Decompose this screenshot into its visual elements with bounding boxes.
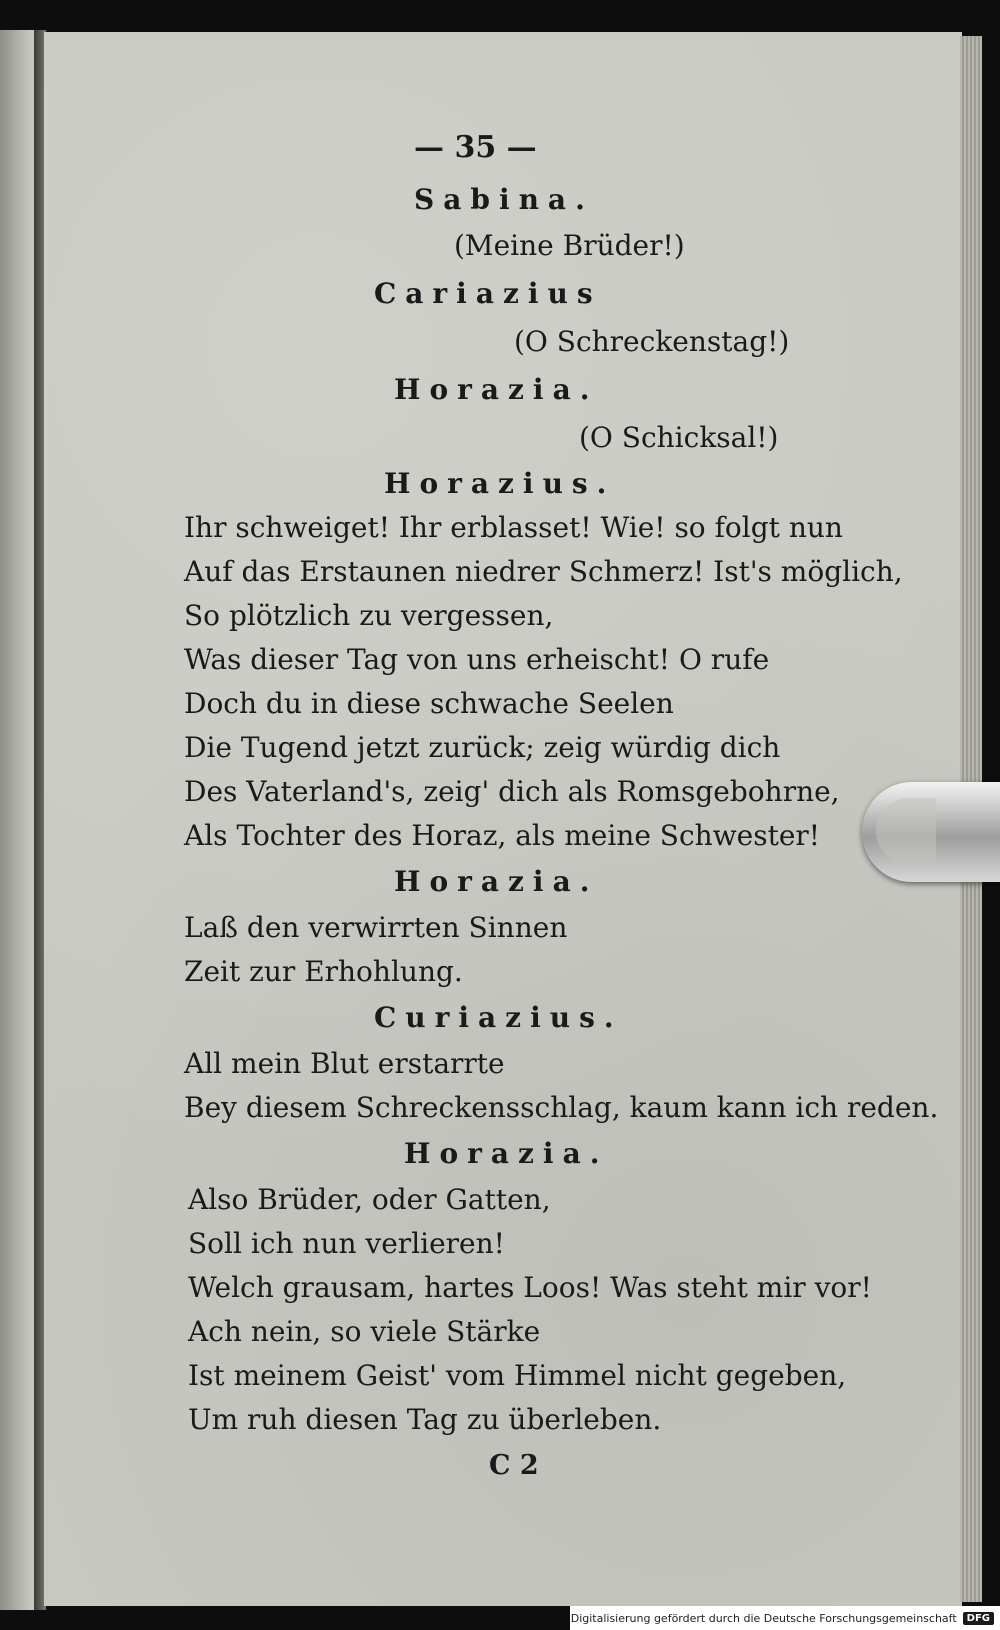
- speaker-horazius: Horazius.: [384, 467, 616, 500]
- book-clip: [862, 782, 1000, 882]
- verse-line: Laß den verwirrten Sinnen: [184, 911, 568, 944]
- dfg-logo: DFG: [963, 1612, 994, 1625]
- verse-line: Also Brüder, oder Gatten,: [188, 1183, 551, 1216]
- verse-line: Zeit zur Erhohlung.: [184, 955, 463, 988]
- speaker-sabina: Sabina.: [414, 183, 594, 216]
- signature-mark: C 2: [489, 1450, 539, 1481]
- speaker-horazia: Horazia.: [394, 373, 599, 406]
- speaker-horazia: Horazia.: [404, 1137, 609, 1170]
- speaker-cariazius: Cariazius: [374, 277, 602, 310]
- verse-line: Des Vaterland's, zeig' dich als Romsgebohrne,: [184, 775, 840, 808]
- verse-line: Ist meinem Geist' vom Himmel nicht gegeben,: [188, 1359, 847, 1392]
- verse-line: All mein Blut erstarrte: [184, 1047, 505, 1080]
- verse-line: Welch grausam, hartes Loos! Was steht mir vor!: [188, 1271, 872, 1304]
- verse-line: Soll ich nun verlieren!: [188, 1227, 505, 1260]
- verse-line: Ach nein, so viele Stärke: [188, 1315, 541, 1348]
- verse-line: Als Tochter des Horaz, als meine Schwester!: [184, 819, 821, 852]
- verse-line: Die Tugend jetzt zurück; zeig würdig dich: [184, 731, 781, 764]
- book-page: [44, 32, 962, 1606]
- speaker-curiazius: Curiazius.: [374, 1001, 623, 1034]
- verse-line: (Meine Brüder!): [454, 229, 685, 262]
- verse-line: Bey diesem Schreckensschlag, kaum kann ich reden.: [184, 1091, 939, 1124]
- verse-line: Doch du in diese schwache Seelen: [184, 687, 674, 720]
- left-page-edge: [0, 30, 38, 1610]
- verse-line: (O Schreckenstag!): [514, 325, 790, 358]
- page-number: — 35 —: [414, 130, 537, 165]
- verse-line: Auf das Erstaunen niedrer Schmerz! Ist's möglich,: [184, 555, 903, 588]
- verse-line: (O Schicksal!): [579, 421, 779, 454]
- speaker-horazia: Horazia.: [394, 865, 599, 898]
- footer-text: Digitalisierung gefördert durch die Deutsche Forschungsgemeinschaft: [570, 1611, 957, 1625]
- verse-line: Was dieser Tag von uns erheischt! O rufe: [184, 643, 770, 676]
- verse-line: Um ruh diesen Tag zu überleben.: [188, 1403, 662, 1436]
- digitization-footer: [570, 1606, 1000, 1630]
- verse-line: Ihr schweiget! Ihr erblasset! Wie! so folgt nun: [184, 511, 843, 544]
- verse-line: So plötzlich zu vergessen,: [184, 599, 554, 632]
